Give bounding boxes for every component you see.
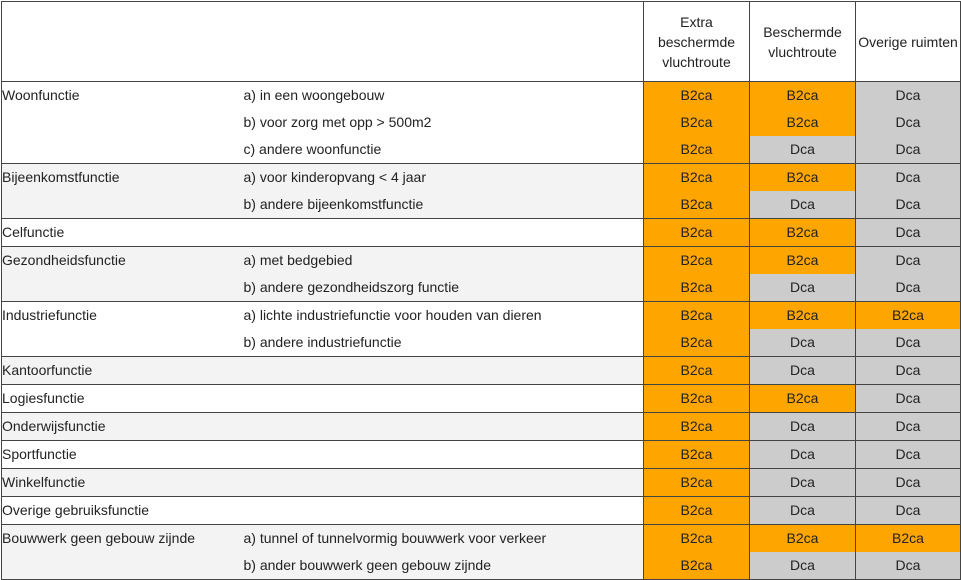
fire-class-cell: Dca <box>856 247 961 275</box>
fire-class-cell: Dca <box>856 552 961 580</box>
fire-class-cell: Dca <box>750 136 856 164</box>
fire-class-cell: Dca <box>856 274 961 302</box>
fire-class-cell: Dca <box>856 191 961 219</box>
sub-function <box>244 219 644 247</box>
table-row <box>2 525 961 553</box>
function-name: Gezondheidsfunctie <box>2 252 126 268</box>
function-name <box>2 109 244 136</box>
sub-function <box>244 441 644 469</box>
header-blank <box>2 2 644 82</box>
fire-class-cell: B2ca <box>644 441 750 469</box>
function-name: Logiesfunctie <box>2 390 85 406</box>
function-name: Woonfunctie <box>2 87 80 103</box>
fire-class-cell: Dca <box>750 441 856 469</box>
fire-class-cell: B2ca <box>644 329 750 357</box>
fire-class-table <box>1 1 961 580</box>
function-group <box>2 385 961 413</box>
fire-class-cell: Dca <box>856 469 961 497</box>
sub-function <box>244 413 644 441</box>
fire-class-cell: B2ca <box>750 82 856 110</box>
fire-class-cell: Dca <box>856 497 961 525</box>
function-name: Winkelfunctie <box>2 474 86 490</box>
fire-class-cell: B2ca <box>644 82 750 110</box>
table-row <box>2 469 961 497</box>
fire-class-cell: B2ca <box>644 109 750 136</box>
sub-function <box>244 357 644 385</box>
table-row <box>2 274 961 302</box>
function-group <box>2 413 961 441</box>
header-row <box>2 2 961 82</box>
fire-class-cell: Dca <box>856 109 961 136</box>
function-group <box>2 357 961 385</box>
fire-class-cell: Dca <box>750 357 856 385</box>
fire-class-cell: Dca <box>856 329 961 357</box>
fire-class-cell: B2ca <box>644 385 750 413</box>
function-name: Sportfunctie <box>2 446 77 462</box>
fire-class-cell: B2ca <box>644 274 750 302</box>
fire-class-cell: B2ca <box>750 385 856 413</box>
sub-function: a) voor kinderopvang < 4 jaar <box>243 169 426 185</box>
fire-class-cell: Dca <box>856 385 961 413</box>
header-overige-ruimten: Overige ruimten <box>856 2 961 82</box>
fire-class-cell: Dca <box>856 164 961 192</box>
sub-function: b) ander bouwwerk geen gebouw zijnde <box>243 557 491 573</box>
fire-class-cell: Dca <box>750 469 856 497</box>
sub-function: b) andere industriefunctie <box>243 334 402 350</box>
function-name <box>2 136 244 164</box>
fire-class-cell: Dca <box>750 274 856 302</box>
table-row <box>2 497 961 525</box>
sub-function: b) andere bijeenkomstfunctie <box>243 196 424 212</box>
table-row <box>2 191 961 219</box>
fire-class-cell: B2ca <box>750 109 856 136</box>
sub-function: b) andere gezondheidszorg functie <box>243 279 460 295</box>
fire-class-cell: B2ca <box>644 247 750 275</box>
table-row <box>2 247 961 275</box>
function-group <box>2 441 961 469</box>
fire-class-cell: Dca <box>856 82 961 110</box>
function-group <box>2 469 961 497</box>
function-name <box>2 329 244 357</box>
table-row <box>2 329 961 357</box>
table-row <box>2 109 961 136</box>
sub-function <box>244 385 644 413</box>
function-name: Onderwijsfunctie <box>2 418 106 434</box>
fire-class-cell: B2ca <box>750 302 856 330</box>
table-row <box>2 82 961 110</box>
fire-class-cell: Dca <box>856 219 961 247</box>
sub-function <box>244 497 644 525</box>
fire-class-cell: B2ca <box>750 247 856 275</box>
function-group <box>2 497 961 525</box>
fire-class-cell: Dca <box>750 191 856 219</box>
function-name: Bouwwerk geen gebouw zijnde <box>2 530 196 546</box>
table-row <box>2 302 961 330</box>
fire-class-cell: B2ca <box>750 525 856 553</box>
function-name: Overige gebruiksfunctie <box>2 502 150 518</box>
function-name: Kantoorfunctie <box>2 362 93 378</box>
fire-class-cell: Dca <box>750 552 856 580</box>
table-row <box>2 219 961 247</box>
function-name <box>2 552 244 580</box>
fire-class-cell: Dca <box>750 329 856 357</box>
table-row <box>2 164 961 192</box>
sub-function: a) met bedgebied <box>243 252 353 268</box>
function-group <box>2 302 961 357</box>
fire-class-cell: B2ca <box>644 191 750 219</box>
fire-class-cell: Dca <box>856 357 961 385</box>
fire-class-cell: B2ca <box>644 497 750 525</box>
table-row <box>2 552 961 580</box>
fire-class-cell: B2ca <box>644 219 750 247</box>
function-name: Celfunctie <box>2 224 65 240</box>
function-group <box>2 219 961 247</box>
fire-class-cell: B2ca <box>644 136 750 164</box>
sub-function <box>244 469 644 497</box>
function-group <box>2 82 961 164</box>
fire-class-cell: B2ca <box>644 525 750 553</box>
fire-class-cell: B2ca <box>750 219 856 247</box>
fire-class-cell: B2ca <box>644 302 750 330</box>
header-beschermde-vluchtroute: Beschermde vluchtroute <box>750 2 856 82</box>
fire-class-cell: B2ca <box>644 164 750 192</box>
fire-class-cell: Dca <box>750 413 856 441</box>
sub-function: a) in een woongebouw <box>243 87 385 103</box>
fire-class-cell: B2ca <box>856 302 961 330</box>
fire-class-cell: B2ca <box>644 357 750 385</box>
fire-class-cell: B2ca <box>750 164 856 192</box>
table-row <box>2 413 961 441</box>
function-name <box>2 274 244 302</box>
function-group <box>2 247 961 302</box>
fire-class-cell: B2ca <box>644 552 750 580</box>
fire-class-cell: Dca <box>750 497 856 525</box>
function-group <box>2 525 961 580</box>
table-row <box>2 136 961 164</box>
fire-class-cell: B2ca <box>644 469 750 497</box>
fire-class-cell: B2ca <box>644 413 750 441</box>
sub-function: c) andere woonfunctie <box>243 141 382 157</box>
fire-class-cell: B2ca <box>856 525 961 553</box>
header-extra-beschermde-vluchtroute: Extra beschermde vluchtroute <box>644 2 750 82</box>
function-name: Bijeenkomstfunctie <box>2 169 120 185</box>
table-row <box>2 357 961 385</box>
sub-function: a) lichte industriefunctie voor houden van dieren <box>243 307 542 323</box>
sub-function: a) tunnel of tunnelvormig bouwwerk voor verkeer <box>243 530 547 546</box>
fire-class-cell: Dca <box>856 413 961 441</box>
fire-class-cell: Dca <box>856 441 961 469</box>
table-row <box>2 441 961 469</box>
function-name <box>2 191 244 219</box>
sub-function: b) voor zorg met opp > 500m2 <box>243 114 432 130</box>
function-group <box>2 164 961 219</box>
fire-class-cell: Dca <box>856 136 961 164</box>
function-name: Industriefunctie <box>2 307 97 323</box>
table-row <box>2 385 961 413</box>
